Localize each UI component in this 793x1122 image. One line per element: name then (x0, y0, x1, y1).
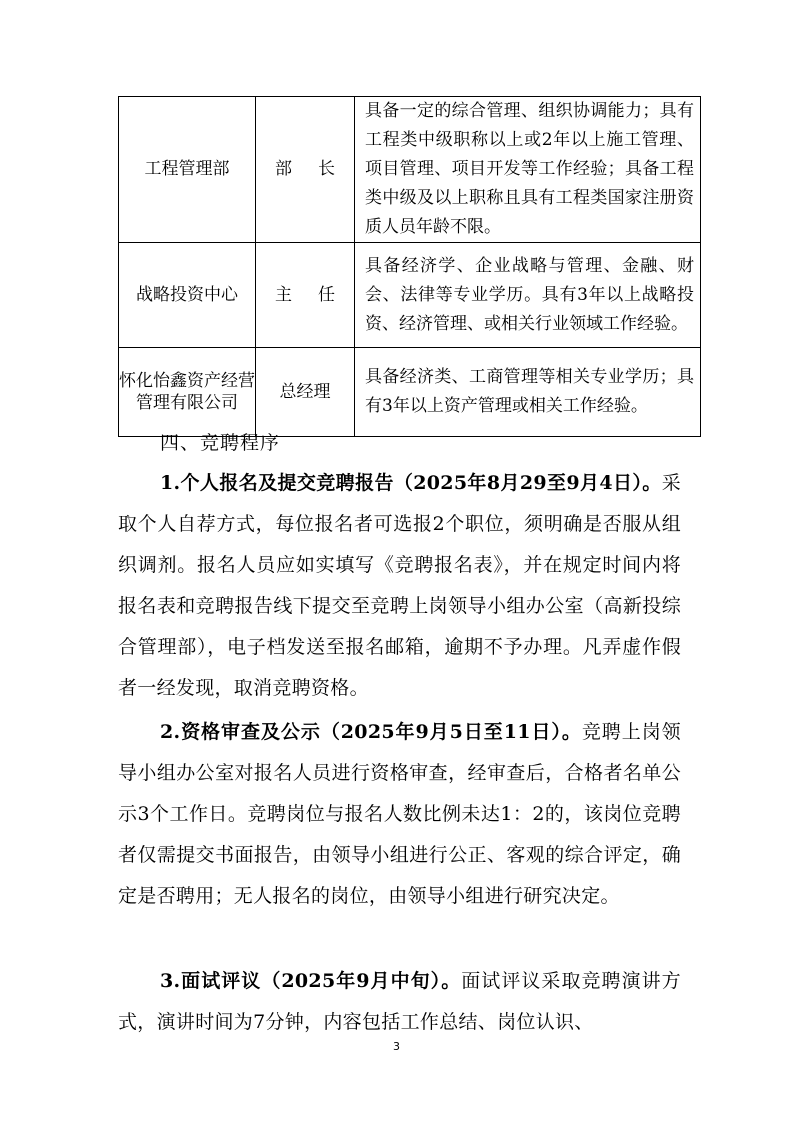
table-row (119, 97, 701, 243)
paragraph-body: 竞聘上岗领导小组办公室对报名人员进行资格审查，经审查后，合格者名单公示3个工作日。竞聘岗位与报名人数比例未达1：2的，该岗位竞聘者仅需提交书面报告，由领导小组进行公正、客观的综合评定，确定是否聘用；无人报名的岗位，由领导小组进行研究决定。 (118, 721, 681, 907)
position-label: 部长 (275, 159, 361, 179)
requirements-cell: 具备经济学、企业战略与管理、金融、财会、法律等专业学历。具有3年以上战略投资、经济管理、或相关行业领域工作经验。 (355, 243, 701, 348)
procedure-paragraph-3 (118, 961, 681, 1043)
position-label: 主任 (275, 284, 361, 305)
paragraph-lead: 1.个人报名及提交竞聘报告（2025年8月29至9月4日）。 (160, 472, 662, 494)
position-label: 总经理 (279, 381, 331, 402)
table-row (119, 348, 701, 437)
position-cell (256, 97, 361, 243)
section-heading: 四、竞聘程序 (160, 432, 281, 454)
department-cell: 怀化怡鑫资产经营管理有限公司 (119, 348, 256, 437)
requirements-cell: 具备经济类、工商管理等相关专业学历；具有3年以上资产管理或相关工作经验。 (355, 348, 701, 437)
paragraph-lead: 3.面试评议（2025年9月中旬）。 (160, 970, 462, 992)
position-requirements-table (118, 96, 701, 437)
procedure-paragraph-1 (118, 463, 681, 709)
department-cell: 战略投资中心 (119, 243, 256, 348)
department-cell: 工程管理部 (119, 97, 256, 243)
position-cell (256, 348, 355, 437)
paragraph-body: 采取个人自荐方式，每位报名者可选报2个职位，须明确是否服从组织调剂。报名人员应如实填写《竞聘报名表》，并在规定时间内将报名表和竞聘报告线下提交至竞聘上岗领导小组办公室（高新投综合管理部），电子档发送至报名邮箱，逾期不予办理。凡弄虚作假者一经发现，取消竞聘资格。 (118, 472, 681, 699)
table-row (119, 243, 701, 348)
requirements-cell: 具备一定的综合管理、组织协调能力；具有工程类中级职称以上或2年以上施工管理、项目管理、项目开发等工作经验；具备工程类中级及以上职称且具有工程类国家注册资质人员年龄不限。 (355, 97, 701, 243)
page-number: 3 (393, 1040, 400, 1053)
procedure-paragraph-2 (118, 712, 681, 917)
paragraph-body: 面试评议采取竞聘演讲方式，演讲时间为7分钟，内容包括工作总结、岗位认识、 (118, 970, 681, 1033)
paragraph-lead: 2.资格审查及公示（2025年9月5日至11日）。 (160, 721, 582, 743)
position-cell (256, 243, 361, 348)
